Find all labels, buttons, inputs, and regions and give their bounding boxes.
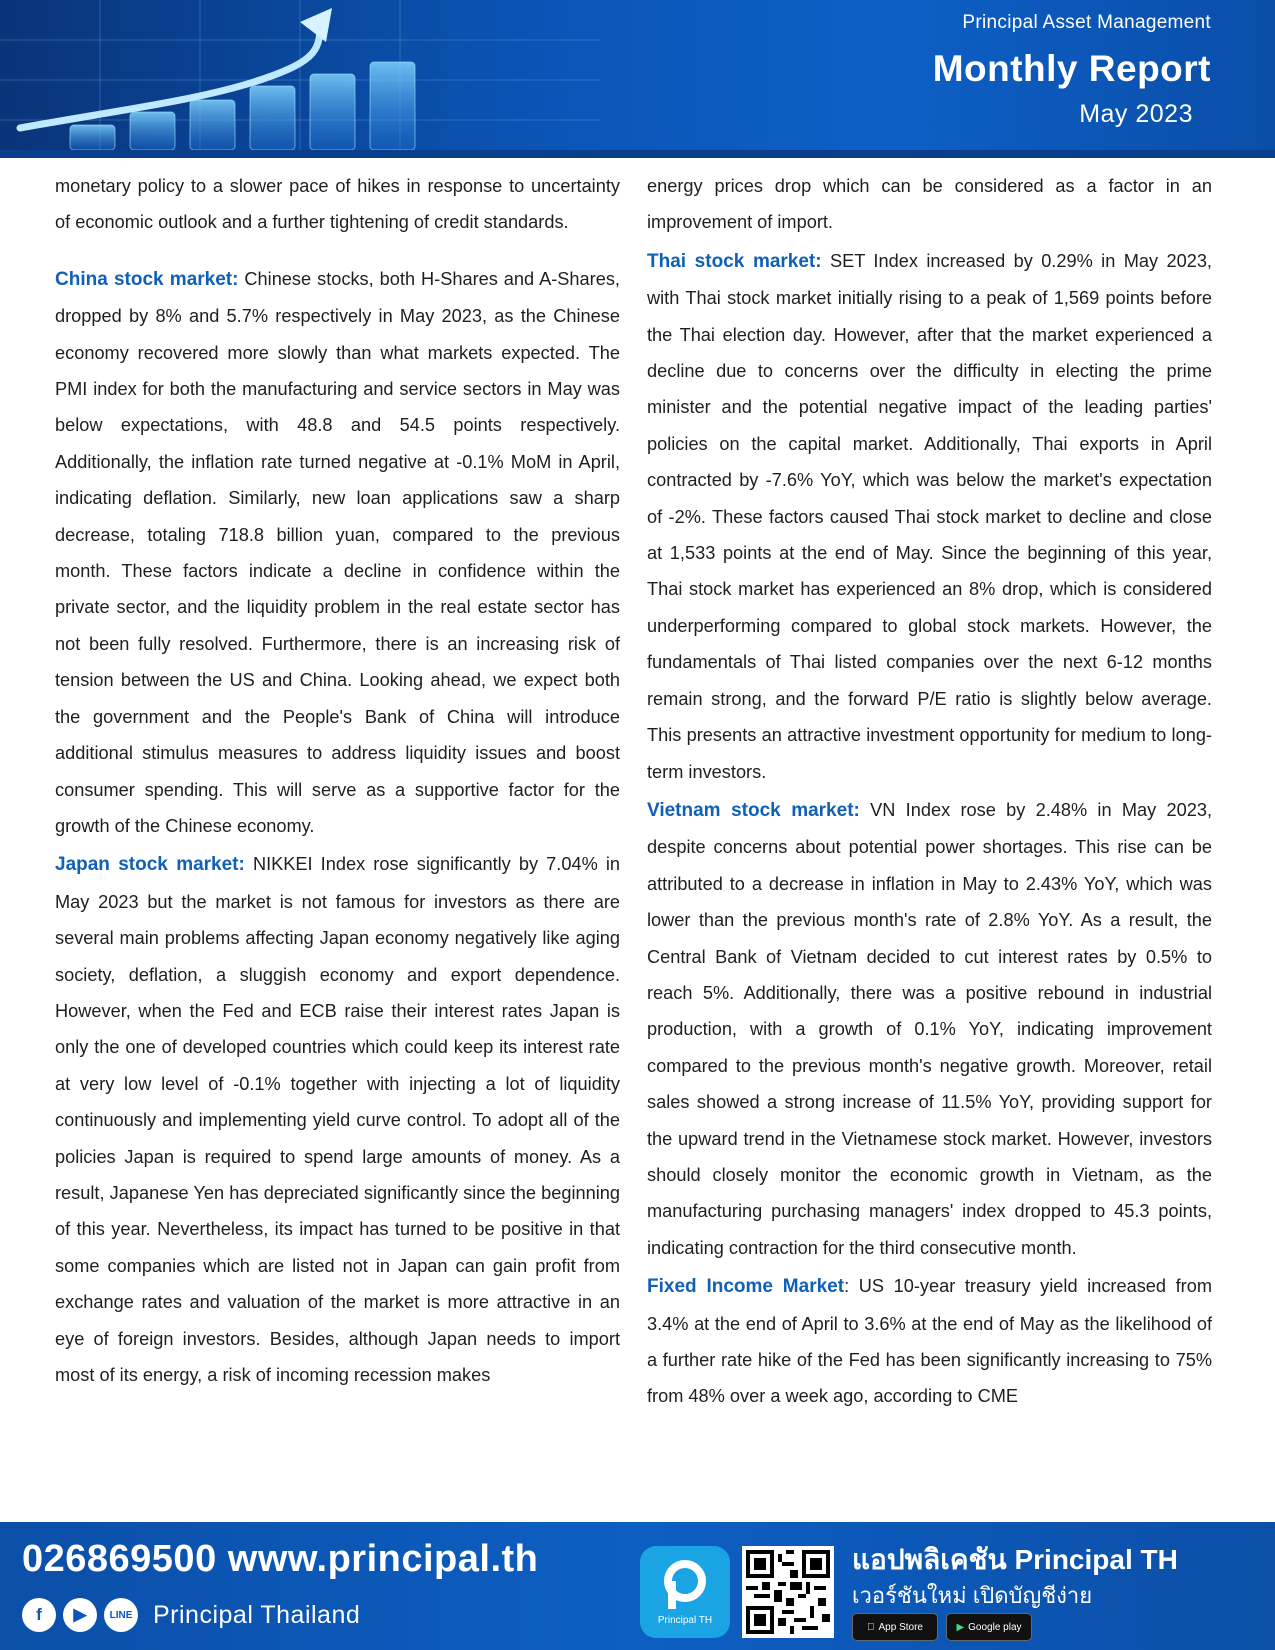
- principal-logo-icon: [662, 1559, 708, 1611]
- social-account-name: Principal Thailand: [153, 1600, 361, 1629]
- report-date: May 2023: [1079, 100, 1193, 128]
- play-icon: ▶: [956, 1621, 965, 1633]
- left-column: [55, 168, 620, 1395]
- japan-market-heading: Japan stock market:: [55, 854, 245, 876]
- report-title: Monthly Report: [932, 48, 1211, 89]
- right-column: [647, 168, 1212, 1417]
- brand-name: Principal Asset Management: [962, 12, 1211, 33]
- right-intro-paragraph: energy prices drop which can be considered as a factor in an improvement of import.: [647, 176, 1212, 233]
- qr-code[interactable]: [742, 1546, 834, 1638]
- vietnam-market-text: VN Index rose by 2.48% in May 2023, despite concerns about potential power shortages. This rise can be attributed to a decrease in inflation in May to 2.43% YoY, which was lower than the previous month's rate of 2.8% YoY. As a result, the Central Bank of Vietnam decided to cut interest rates by 0.5% to reach 5%. Additionally, there was a positive rebound in industrial production, with a growth of 0.1% YoY, indicating improvement compared to the previous month's negative growth. Moreover, retail sales showed a strong increase of 11.5% YoY, providing support for the upward trend in the Vietnamese stock market. However, investors should closely monitor the economic growth in Vietnam, as the manufacturing purchasing managers' index dropped to 45.3 points, indicating contraction for the third consecutive month.: [647, 799, 1213, 1258]
- app-store-badge[interactable]: [852, 1613, 938, 1641]
- facebook-icon[interactable]: f: [22, 1598, 56, 1632]
- line-icon[interactable]: LINE: [104, 1598, 138, 1632]
- vietnam-market-paragraph: [647, 792, 1212, 1266]
- app-tile-label: Principal TH: [657, 1614, 713, 1626]
- app-promo-subtitle: เวอร์ชันใหม่ เปิดบัญชีง่าย: [852, 1583, 1093, 1608]
- report-footer: [0, 1522, 1275, 1650]
- thai-market-paragraph: [647, 243, 1212, 790]
- china-market-paragraph: [55, 261, 620, 845]
- google-play-label: Google play: [968, 1621, 1022, 1633]
- china-market-heading: China stock market:: [55, 268, 239, 290]
- youtube-icon[interactable]: ▶: [63, 1598, 97, 1632]
- app-store-label: App Store: [874, 1621, 920, 1633]
- vietnam-market-heading: Vietnam stock market:: [647, 799, 860, 821]
- china-market-text: Chinese stocks, both H-Shares and A-Shares, dropped by 8% and 5.7% respectively in May 2023, as the Chinese economy recovered more slowly than what markets expected. The PMI index for both the manufacturing and service sectors in May was below expectations, with 48.8 and 54.5 points respectively. Additionally, the inflation rate turned negative at -0.1% MoM in April, indicating deflation. Similarly, new loan applications saw a sharp decrease, totaling 718.8 billion yuan, compared to the previous month. These factors indicate a decline in confidence within the private sector, and the liquidity problem in the real estate sector has not been fully resolved. Furthermore, there is an increasing risk of tension between the US and China. Looking ahead, we expect both the government and the People's Bank of China will introduce additional stimulus measures to address liquidity issues and boost consumer spending. This will serve as a supportive factor for the growth of the Chinese economy.: [55, 268, 620, 836]
- fixed-income-paragraph: [647, 1268, 1212, 1415]
- contact-phone-website: 026869500 www.principal.th: [22, 1538, 539, 1580]
- store-badges: [852, 1613, 1032, 1641]
- japan-market-text: NIKKEI Index rose significantly by 7.04% in May 2023 but the market is not famous for investors as there are several main problems affecting Japan economy negatively like aging society, deflation, a sluggish economy and export dependence. However, when the Fed and ECB raise their interest rates Japan is only the one of developed countries which could keep its interest rate at very low level of -0.1% together with injecting a lot of liquidity continuously and implementing yield curve control. To adopt all of the policies Japan is required to spend large amounts of money. As a result, Japanese Yen has depreciated significantly since the beginning of this year. Nevertheless, its impact has turned to be positive in that some companies which are listed not in Japan can gain profit from exchange rates and valuation of the market is more attractive in an eye of foreign investors. Besides, although Japan needs to import most of its energy, a risk of incoming recession makes: [55, 854, 620, 1385]
- thai-market-heading: Thai stock market:: [647, 250, 822, 272]
- thai-market-text: SET Index increased by 0.29% in May 2023, with Thai stock market initially rising to a peak of 1,569 points before the Thai election day. However, after that the market experienced a decline due to concerns over the difficulty in electing the prime minister and the potential negative impact of the leading parties' policies on the capital market. Additionally, Thai exports in April contracted by -7.6% YoY, which was below the market's expectation of -2%. These factors caused Thai stock market to decline and close at 1,533 points at the end of May. Since the beginning of this year, Thai stock market has experienced an 8% drop, which is considered underperforming compared to global stock markets. However, the fundamentals of Thai listed companies over the next 6-12 months remain strong, and the forward P/E ratio is slightly below average. This presents an attractive investment opportunity for medium to long-term investors.: [647, 250, 1212, 782]
- left-intro-paragraph: monetary policy to a slower pace of hikes in response to uncertainty of economic outlook and a further tightening of credit standards.: [55, 176, 620, 233]
- japan-market-paragraph: [55, 846, 620, 1393]
- app-promo-title: แอปพลิเคชัน Principal TH: [852, 1544, 1178, 1575]
- growth-chart-banner-image: [0, 0, 600, 158]
- principal-app-icon[interactable]: [640, 1546, 730, 1638]
- fixed-income-heading: Fixed Income Market: [647, 1276, 845, 1298]
- google-play-badge[interactable]: [946, 1613, 1032, 1641]
- social-links: [22, 1598, 360, 1632]
- fixed-income-text: : US 10-year treasury yield increased from 3.4% at the end of April to 3.6% at the end of May as the likelihood of a further rate hike of the Fed has been significantly increasing to 75% from 48% over a week ago, according to CME: [647, 1276, 1212, 1407]
- header-divider: [0, 150, 1275, 158]
- apple-icon: [867, 1622, 875, 1633]
- report-header: [0, 0, 1275, 158]
